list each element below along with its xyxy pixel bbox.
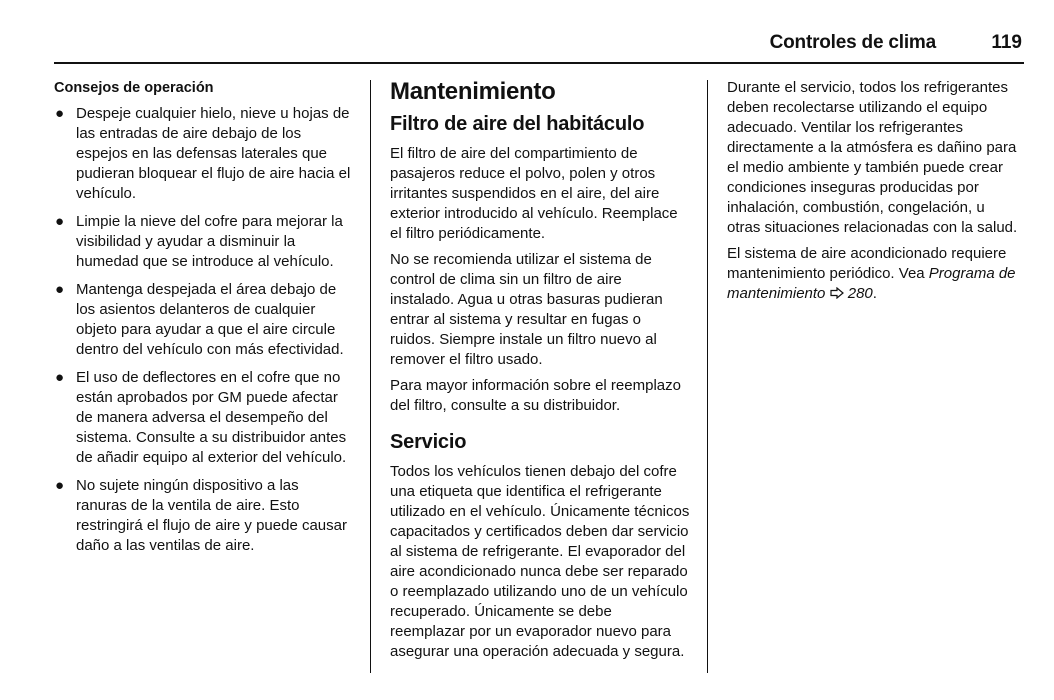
list-item	[54, 212, 352, 272]
list-item-text: Limpie la nieve del cofre para mejorar la visibilidad y ayudar a disminuir la humedad que se introduce al vehículo.	[76, 213, 343, 270]
ac-maintenance-text: El sistema de aire acondicionado requiere mantenimiento periódico. Vea	[727, 245, 1007, 282]
list-item-text: El uso de deflectores en el cofre que no están aprobados por GM puede afectar de manera adversa el desempeño del sistema. Consulte a su distribuidor antes de añadir equipo al exterior del vehículo.	[76, 369, 347, 466]
column-maintenance	[390, 78, 690, 668]
list-item	[54, 280, 352, 360]
column-divider-right	[707, 80, 708, 673]
refrigerant-paragraph: Durante el servicio, todos los refrigerantes deben recolectarse utilizando el equipo adecuado. Ventilar los refrigerantes directamente a la atmósfera es dañino para el medio ambiente y también puede crear condiciones inseguras producidas por inhalación, combustión, congelación, u otras situaciones relacionadas con la salud.	[727, 79, 1018, 236]
sentence-end: .	[872, 285, 877, 302]
maintenance-schedule-page-ref[interactable]: 280	[847, 285, 873, 302]
list-item-text: Mantenga despejada el área debajo de los asientos delanteros de cualquier objeto para ayudar a que el aire circule dentro del vehículo con más efectividad.	[76, 281, 344, 358]
filter-paragraph: No se recomienda utilizar el sistema de control de clima sin un filtro de aire instalado. Agua u otras basuras pudieran entrar al sistema y resultar en fugas o ruidos. Siempre instale un filtro nuevo al remover el filtro usado.	[390, 251, 663, 368]
list-item-text: Despeje cualquier hielo, nieve u hojas de las entradas de aire debajo de los espejos en las defensas laterales que pudieran bloquear el flujo de aire hacia el vehículo.	[76, 105, 351, 202]
ac-maintenance-paragraph	[727, 244, 1019, 304]
cabin-air-filter-heading: Filtro de aire del habitáculo	[390, 113, 645, 135]
service-heading: Servicio	[390, 431, 467, 453]
column-operation-tips	[54, 78, 352, 564]
page-number: 119	[991, 32, 1022, 53]
page-header	[54, 28, 1024, 60]
bullet-icon: ●	[55, 213, 65, 230]
column-service-continued	[727, 78, 1019, 310]
list-item-text: No sujete ningún dispositivo a las ranuras de la ventila de aire. Esto restringirá el flujo de aire y puede causar daño a las ventilas de aire.	[76, 477, 347, 554]
column-divider-left	[370, 80, 371, 673]
running-header-title: Controles de clima	[769, 32, 936, 53]
maintenance-schedule-link[interactable]: Programa de mantenimiento	[727, 265, 1016, 302]
bullet-icon: ●	[55, 369, 65, 386]
bullet-icon: ●	[55, 281, 65, 298]
header-rule	[54, 62, 1024, 64]
list-item	[54, 104, 352, 204]
list-item	[54, 476, 352, 556]
reference-arrow-icon	[830, 287, 844, 299]
operation-tips-heading: Consejos de operación	[54, 80, 214, 96]
filter-paragraph: El filtro de aire del compartimiento de pasajeros reduce el polvo, polen y otros irritantes suspendidos en el aire, del aire exterior introducido al vehículo. Reemplace el filtro periódicamente.	[390, 145, 678, 242]
service-paragraph: Todos los vehículos tienen debajo del cofre una etiqueta que identifica el refrigerante utilizado en el vehículo. Únicamente técnicos capacitados y certificados deben dar servicio al sistema de refrigerante. El evaporador del aire acondicionado nunca debe ser reparado o reemplazado utilizando uno de un vehículo recuperado. Únicamente se debe reemplazar por un evaporador nuevo para asegurar una operación adecuada y segura.	[390, 463, 690, 660]
filter-paragraph: Para mayor información sobre el reemplazo del filtro, consulte a su distribuidor.	[390, 377, 681, 414]
list-item	[54, 368, 352, 468]
bullet-icon: ●	[55, 477, 65, 494]
operation-tips-list	[54, 104, 352, 556]
maintenance-section-title: Mantenimiento	[390, 78, 556, 105]
bullet-icon: ●	[55, 105, 65, 122]
